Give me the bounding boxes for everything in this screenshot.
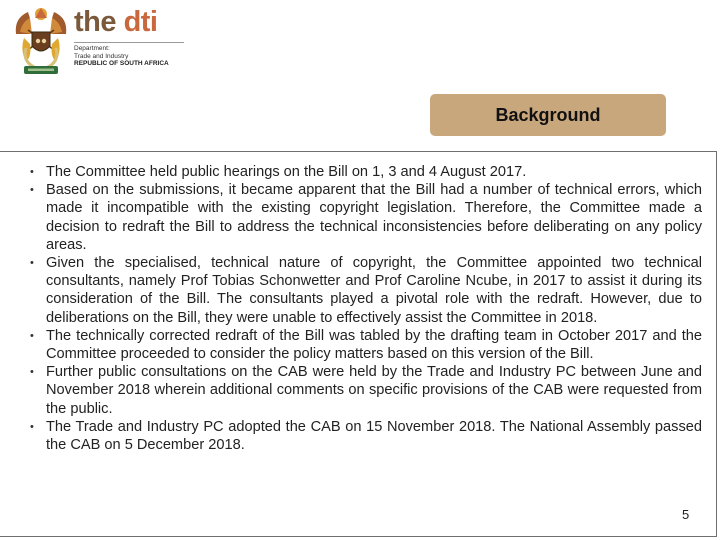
bullet-icon: • <box>30 329 34 342</box>
dept-line-3: REPUBLIC OF SOUTH AFRICA <box>74 60 169 68</box>
bullet-list <box>30 163 702 454</box>
bullet-text: Given the specialised, technical nature of copyright, the Committee appointed two technical consultants, namely Prof Tobias Schonwetter and Prof Caroline Ncube, in 2017 to assist it during its consideration of the Bill. The consultants played a pivotal role with the redraft. However, due to deliberations on the Bill, they were unable to effectively assist the Committee in 2018. <box>46 255 702 326</box>
dept-line-1: Department: <box>74 45 110 52</box>
bullet-item <box>30 181 702 254</box>
bullet-text: Based on the submissions, it became apparent that the Bill had a number of technical errors, which made it incompatible with the existing copyright legislation. Therefore, the Committee made a decision to redraft the Bill to address the technical inconsistencies before deliberating on any policy areas. <box>46 182 702 253</box>
brand-wordmark <box>74 6 158 39</box>
bullet-icon: • <box>30 257 34 270</box>
bullet-item <box>30 418 702 454</box>
bullet-icon: • <box>30 366 34 379</box>
bullet-text: The Committee held public hearings on the Bill on 1, 3 and 4 August 2017. <box>46 164 527 180</box>
bullet-item <box>30 327 702 363</box>
coat-of-arms-icon <box>10 4 72 78</box>
bullet-text: The Trade and Industry PC adopted the CAB on 15 November 2018. The National Assembly passed the CAB on 5 December 2018. <box>46 418 702 454</box>
brand-the: the <box>74 6 124 38</box>
title-bar <box>430 94 666 136</box>
department-name <box>74 45 169 68</box>
page-number: 5 <box>682 507 690 522</box>
slide-title: Background <box>495 104 601 125</box>
bullet-item <box>30 163 702 181</box>
bullet-icon: • <box>30 166 34 178</box>
brand-dti: dti <box>123 6 158 38</box>
bullet-text: Further public consultations on the CAB were held by the Trade and Industry PC between June and November 2018 wherein additional comments on specific provisions of the CAB were requested from the public. <box>46 364 702 417</box>
dti-logo <box>10 4 200 78</box>
logo-divider <box>74 42 184 43</box>
bullet-text: The technically corrected redraft of the Bill was tabled by the drafting team in October 2017 and the Committee proceeded to consider the policy matters based on this version of the Bill. <box>46 327 702 363</box>
logo-text <box>72 4 202 78</box>
bullet-item <box>30 363 702 418</box>
dept-line-2: Trade and Industry <box>74 52 129 60</box>
bullet-icon: • <box>30 420 34 433</box>
bullet-item <box>30 254 702 327</box>
bullet-icon: • <box>30 184 34 197</box>
